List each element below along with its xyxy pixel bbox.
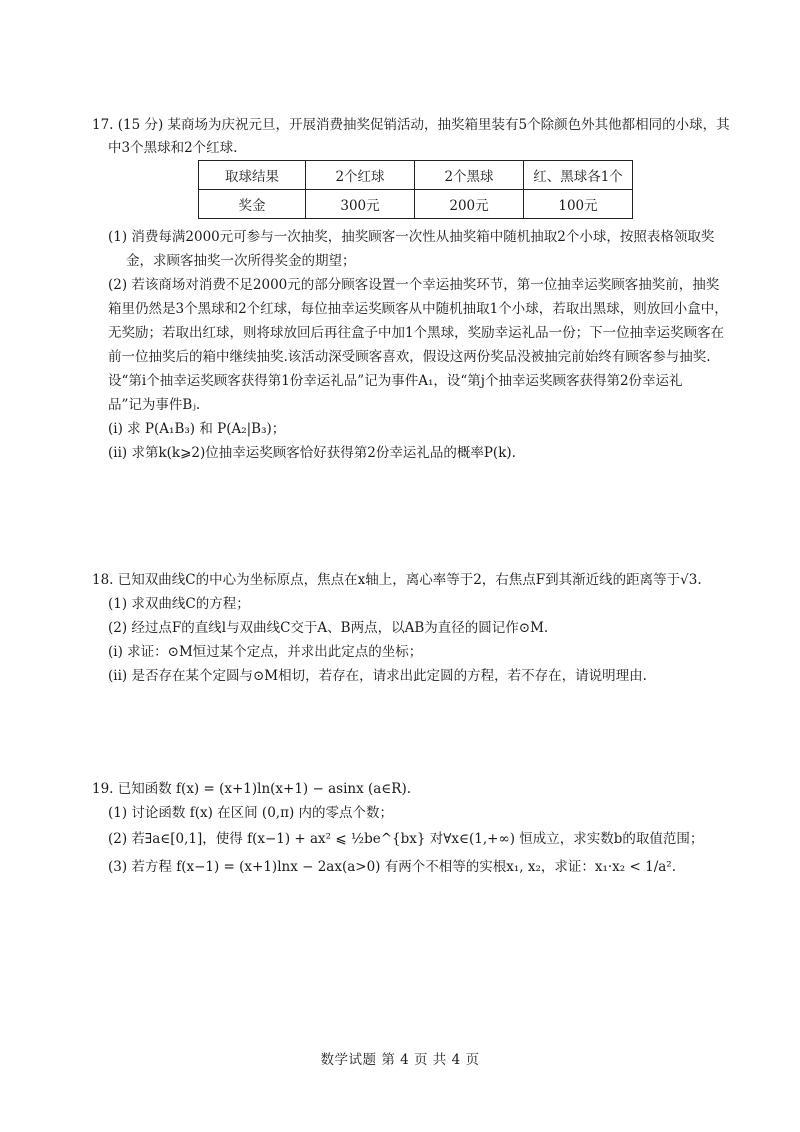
q17-stem-line1: 17. (15 分) 某商场为庆祝元旦，开展消费抽奖促销活动，抽奖箱里装有5个除颜色外其他都相同的小球，其	[92, 117, 730, 133]
table-row	[199, 161, 633, 190]
q18-part2: (2) 经过点F的直线l与双曲线C交于A、B两点，以AB为直径的圆记作⊙M.	[108, 620, 549, 636]
q19-part1: (1) 讨论函数 f(x) 在区间 (0,π) 内的零点个数；	[108, 805, 394, 821]
table-cell: 奖金	[199, 190, 306, 219]
q18-subpart-ii: (ii) 是否存在某个定圆与⊙M相切，若存在，请求出此定圆的方程，若不存在，请说明理由.	[108, 668, 647, 684]
table-cell: 红、黑球各1个	[524, 161, 633, 190]
q17-part1-line1: (1) 消费每满2000元可参与一次抽奖，抽奖顾客一次性从抽奖箱中随机抽取2个小球，按照表格领取奖	[108, 229, 715, 245]
q17-part2-line2: 箱里仍然是3个黑球和2个红球，每位抽幸运奖顾客从中随机抽取1个小球，若取出黑球，则放回小盒中，	[108, 301, 728, 317]
q18-part1: (1) 求双曲线C的方程；	[108, 596, 250, 612]
q18-stem: 18. 已知双曲线C的中心为坐标原点，焦点在x轴上，离心率等于2，右焦点F到其渐近线的距离等于√3.	[92, 572, 702, 588]
table-cell: 2个黑球	[415, 161, 524, 190]
q17-part2-line3: 无奖励；若取出红球，则将球放回后再往盒子中加1个黑球，奖励幸运礼品一份；下一位抽幸运奖顾客在	[108, 325, 725, 341]
q19-stem: 19. 已知函数 f(x) = (x+1)ln(x+1) − asinx (a∈R).	[92, 781, 412, 797]
table-cell: 2个红球	[306, 161, 415, 190]
q19-part3: (3) 若方程 f(x−1) = (x+1)lnx − 2ax(a>0) 有两个不相等的实根x₁, x₂，求证：x₁·x₂ < 1/a².	[108, 859, 676, 875]
table-cell: 取球结果	[199, 161, 306, 190]
table-cell: 200元	[415, 190, 524, 219]
q17-subpart-ii: (ii) 求第k(k⩾2)位抽幸运奖顾客恰好获得第2份幸运礼品的概率P(k).	[108, 445, 516, 461]
prize-table	[198, 160, 633, 219]
q18-subpart-i: (i) 求证：⊙M恒过某个定点，并求出此定点的坐标；	[108, 644, 423, 660]
q17-part1-line2: 金，求顾客抽奖一次所得奖金的期望；	[126, 253, 356, 269]
q17-part2-line6: 品”记为事件Bⱼ.	[108, 397, 201, 413]
table-cell: 100元	[524, 190, 633, 219]
q17-subpart-i: (i) 求 P(A₁B₃) 和 P(A₂|B₃)；	[108, 421, 286, 437]
table-row	[199, 190, 633, 219]
q17-part2-line5: 设“第i个抽幸运奖顾客获得第1份幸运礼品”记为事件A₁，设“第j个抽幸运奖顾客获得第2份幸运礼	[108, 373, 683, 389]
q17-part2-line1: (2) 若该商场对消费不足2000元的部分顾客设置一个幸运抽奖环节，第一位抽幸运奖顾客抽奖前，抽奖	[108, 277, 720, 293]
q17-stem-line2: 中3个黑球和2个红球.	[108, 140, 238, 156]
q17-part2-line4: 前一位抽奖后的箱中继续抽奖.该活动深受顾客喜欢，假设这两份奖品没被抽完前始终有顾客参与抽奖.	[108, 349, 711, 365]
page-footer: 数学试题 第 4 页 共 4 页	[320, 1052, 480, 1068]
table-cell: 300元	[306, 190, 415, 219]
q19-part2: (2) 若∃a∈[0,1]，使得 f(x−1) + ax² ⩽ ½be^{bx} 对∀x∈(1,+∞) 恒成立，求实数b的取值范围；	[108, 831, 704, 847]
